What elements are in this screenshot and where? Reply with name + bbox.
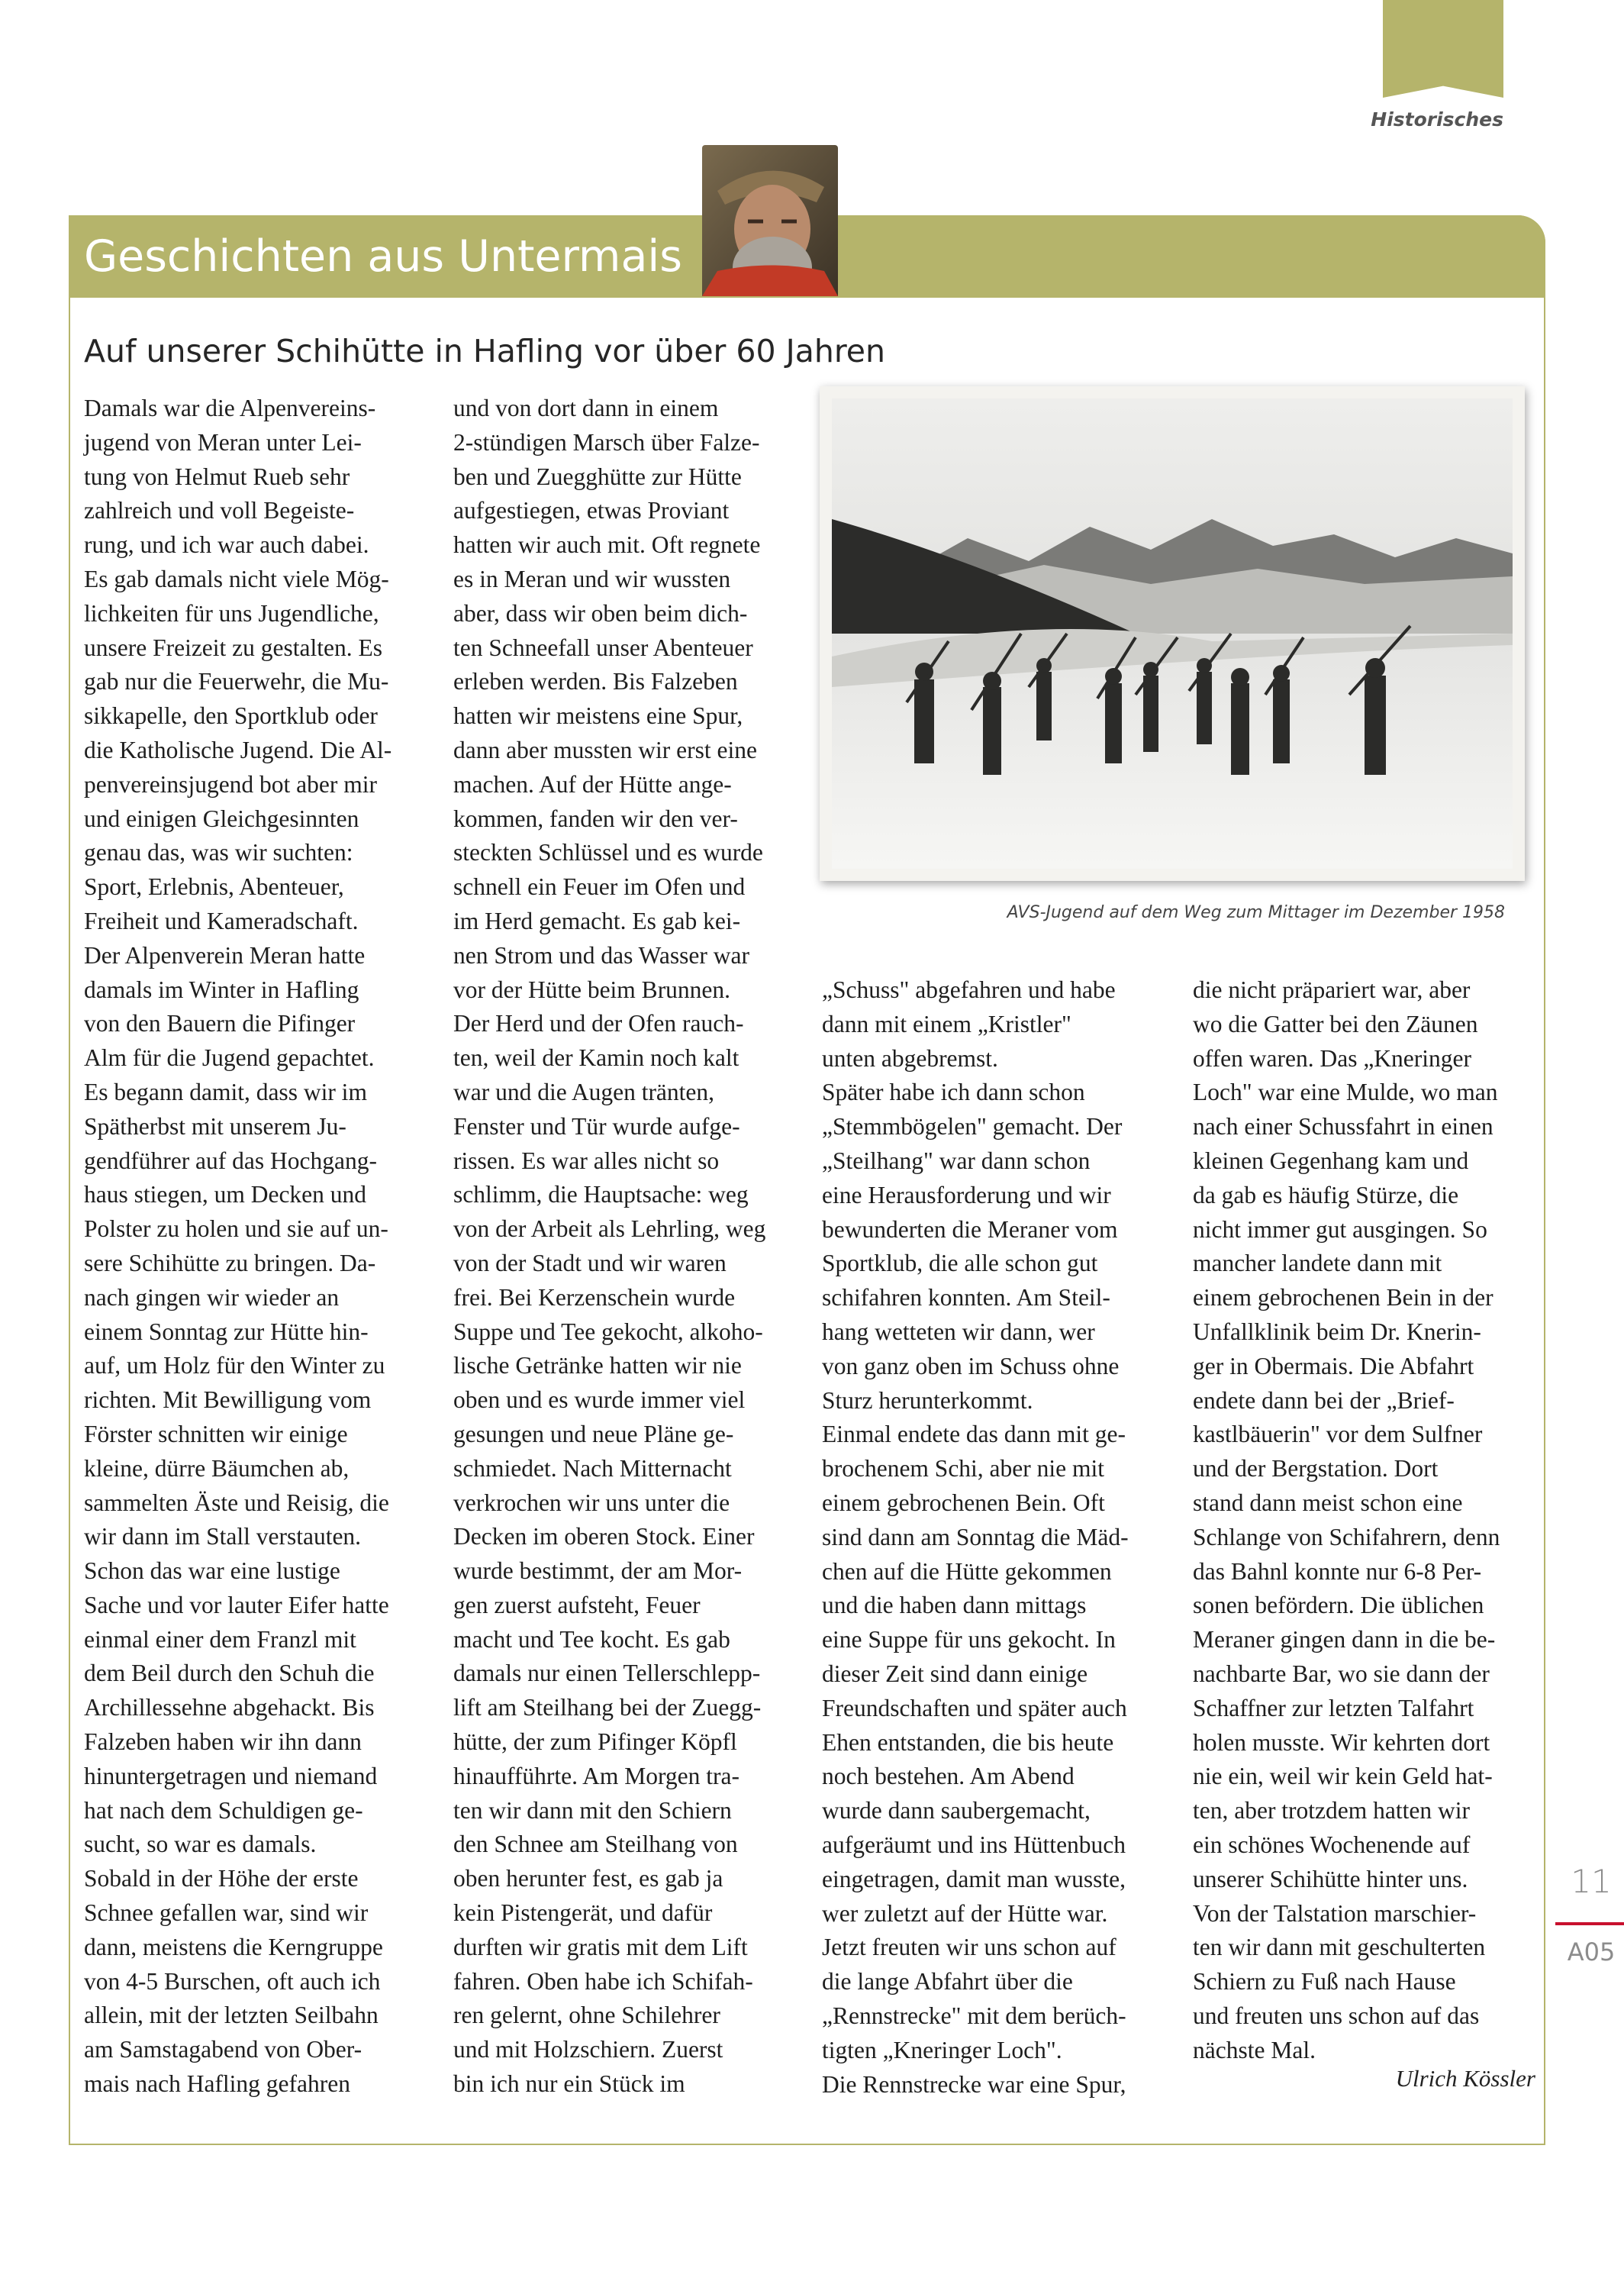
text-line: eine Herausforderung und wir (822, 1181, 1111, 1208)
text-line: am Samstagabend von Ober- (84, 2036, 362, 2063)
text-line: hatten wir auch mit. Oft regnete (453, 531, 761, 559)
text-line: und freuten uns schon auf das (1193, 2002, 1480, 2029)
text-line: Die Rennstrecke war eine Spur, (822, 2070, 1126, 2098)
text-line: sonen befördern. Die üblichen (1193, 1592, 1484, 1619)
text-line: schmiedet. Nach Mitternacht (453, 1454, 732, 1482)
text-line: zahlreich und voll Begeiste- (84, 497, 355, 524)
text-line: durften wir gratis mit dem Lift (453, 1933, 748, 1960)
text-line: aufgestiegen, etwas Proviant (453, 497, 730, 524)
text-line: kastlbäuerin" vor dem Sulfner (1193, 1421, 1483, 1448)
text-line: Der Alpenverein Meran hatte (84, 941, 366, 969)
text-line: Damals war die Alpenvereins- (84, 395, 376, 421)
text-line: Freiheit und Kameradschaft. (84, 907, 359, 934)
text-line: jugend von Meran unter Lei- (84, 428, 362, 456)
text-line: Ehen entstanden, die bis heute (822, 1728, 1114, 1756)
text-line: Einmal endete das dann mit ge- (822, 1421, 1126, 1448)
text-line: von der Arbeit als Lehrling, weg (453, 1215, 766, 1243)
text-line: damals im Winter in Hafling (84, 976, 359, 1003)
text-line: Sturz herunterkommt. (822, 1386, 1033, 1414)
text-line: rung, und ich war auch dabei. (84, 531, 369, 559)
text-line: schnell ein Feuer im Ofen und (453, 873, 746, 901)
text-line: „Schuss" abgefahren und habe (822, 976, 1116, 1003)
text-line: steckten Schlüssel und es wurde (453, 839, 763, 866)
text-line: endete dann bei der „Brief- (1193, 1386, 1455, 1414)
text-line: rissen. Es war alles nicht so (453, 1147, 720, 1174)
text-line: tigten „Kneringer Loch". (822, 2036, 1062, 2063)
text-line: „Stemmbögelen" gemacht. Der (822, 1113, 1123, 1140)
text-line: dieser Zeit sind dann einige (822, 1660, 1088, 1687)
author-portrait (702, 145, 838, 296)
text-line: wo die Gatter bei den Zäunen (1193, 1010, 1478, 1037)
text-line: Es gab damals nicht viele Mög- (84, 565, 389, 592)
text-line: nie ein, weil wir kein Geld hat- (1193, 1763, 1493, 1790)
text-line: „Rennstrecke" mit dem berüch- (822, 2002, 1126, 2029)
text-line: gen zuerst aufsteht, Feuer (453, 1591, 701, 1618)
text-line: bin ich nur ein Stück im (453, 2070, 685, 2098)
text-line: genau das, was wir suchten: (84, 839, 353, 866)
text-line: Sport, Erlebnis, Abenteuer, (84, 873, 344, 901)
text-line: war und die Augen tränten, (453, 1078, 715, 1105)
text-line: oben herunter fest, es gab ja (453, 1865, 723, 1892)
text-line: und einigen Gleichgesinnten (84, 805, 359, 832)
text-line: Förster schnitten wir einige (84, 1420, 348, 1447)
text-column-3 (822, 973, 1173, 2102)
text-line: noch bestehen. Am Abend (822, 1763, 1075, 1790)
text-line: haus stiegen, um Decken und (84, 1181, 367, 1208)
text-line: ein schönes Wochenende auf (1193, 1831, 1471, 1858)
text-line: da gab es häufig Stürze, die (1193, 1181, 1459, 1208)
text-line: eine Suppe für uns gekocht. In (822, 1626, 1116, 1653)
text-line: dann, meistens die Kerngruppe (84, 1933, 383, 1960)
text-line: stand dann meist schon eine (1193, 1489, 1463, 1516)
text-line: machen. Auf der Hütte ange- (453, 770, 732, 798)
text-line: wer zuletzt auf der Hütte war. (822, 1899, 1108, 1927)
text-line: allein, mit der letzten Seilbahn (84, 2002, 379, 2029)
text-line: nach gingen wir wieder an (84, 1283, 340, 1311)
text-line: von den Bauern die Pifinger (84, 1010, 356, 1037)
text-line: oben und es wurde immer viel (453, 1386, 746, 1414)
text-line: sikkapelle, den Sportklub oder (84, 702, 378, 730)
text-line: die Katholische Jugend. Die Al- (84, 736, 392, 763)
text-line: die lange Abfahrt über die (822, 1968, 1073, 1995)
text-line: nachbarte Bar, wo sie dann der (1193, 1660, 1490, 1687)
text-line: kein Pistengerät, und dafür (453, 1899, 713, 1927)
text-line: die nicht präpariert war, aber (1193, 976, 1471, 1003)
text-line: ten, weil der Kamin noch kalt (453, 1044, 740, 1072)
text-line: sind dann am Sonntag die Mäd- (822, 1523, 1129, 1550)
text-line: sammelten Äste und Reisig, die (84, 1489, 389, 1516)
text-line: 2-stündigen Marsch über Falze- (453, 428, 760, 456)
text-line: aufgeräumt und ins Hüttenbuch (822, 1831, 1126, 1858)
text-line: Decken im oberen Stock. Einer (453, 1523, 755, 1550)
text-line: wir dann im Stall verstauten. (84, 1523, 362, 1550)
text-line: Schon das war eine lustige (84, 1557, 340, 1585)
text-line: Unfallklinik beim Dr. Knerin- (1193, 1318, 1481, 1345)
text-line: dem Beil durch den Schuh die (84, 1660, 375, 1687)
text-line: im Herd gemacht. Es gab kei- (453, 907, 741, 934)
text-line: Suppe und Tee gekocht, alkoho- (453, 1318, 763, 1345)
text-line: und von dort dann in einem (453, 395, 719, 421)
text-line: Freundschaften und später auch (822, 1694, 1127, 1721)
text-column-4 (1193, 973, 1544, 2068)
text-line: und mit Holzschiern. Zuerst (453, 2036, 723, 2063)
text-line: erleben werden. Bis Falzeben (453, 668, 738, 695)
text-line: Polster zu holen und sie auf un- (84, 1215, 388, 1243)
text-line: mancher landete dann mit (1193, 1250, 1442, 1277)
text-line: tung von Helmut Rueb sehr (84, 463, 350, 490)
text-line: nach einer Schussfahrt in einen (1193, 1113, 1494, 1140)
text-line: schlimm, die Hauptsache: weg (453, 1181, 749, 1208)
text-line: Es begann damit, dass wir im (84, 1078, 367, 1105)
text-line: richten. Mit Bewilligung vom (84, 1386, 372, 1414)
section-tab (1383, 0, 1503, 98)
text-line: holen musste. Wir kehrten dort (1193, 1728, 1490, 1756)
text-line: Schiern zu Fuß nach Hause (1193, 1968, 1456, 1995)
text-line: Fenster und Tür wurde aufge- (453, 1112, 740, 1140)
text-line: gab nur die Feuerwehr, die Mu- (84, 668, 389, 695)
text-line: hang wetteten wir dann, wer (822, 1318, 1095, 1345)
text-line: nächste Mal. (1193, 2036, 1316, 2063)
text-line: es in Meran und wir wussten (453, 565, 731, 592)
text-line: Archillessehne abgehackt. Bis (84, 1694, 375, 1721)
text-line: Schlange von Schifahrern, denn (1193, 1523, 1500, 1550)
text-line: ten wir dann mit den Schiern (453, 1796, 732, 1824)
text-line: offen waren. Das „Kneringer (1193, 1044, 1472, 1072)
banner-title: Geschichten aus Untermais (84, 231, 682, 282)
text-line: ren gelernt, ohne Schilehrer (453, 2002, 720, 2029)
ski-group-photo (815, 382, 1529, 886)
page-code: A05 (1567, 1937, 1616, 1966)
author-signature: Ulrich Kössler (1395, 2065, 1535, 2092)
text-line: Meraner gingen dann in die be- (1193, 1626, 1496, 1653)
text-line: Sportklub, die alle schon gut (822, 1250, 1098, 1277)
text-line: hatten wir meistens eine Spur, (453, 702, 743, 730)
text-line: einem gebrochenen Bein in der (1193, 1284, 1494, 1311)
text-line: Loch" war eine Mulde, wo man (1193, 1079, 1498, 1106)
text-line: nen Strom und das Wasser war (453, 941, 749, 969)
article-headline: Auf unserer Schihütte in Hafling vor über 60 Jahren (84, 333, 886, 369)
text-line: Jetzt freuten wir uns schon auf (822, 1934, 1116, 1961)
text-line: sucht, so war es damals. (84, 1831, 317, 1858)
text-line: einmal einer dem Franzl mit (84, 1625, 356, 1653)
text-line: dann mit einem „Kristler" (822, 1010, 1071, 1037)
text-line: von ganz oben im Schuss ohne (822, 1352, 1120, 1379)
page-number: 11 (1571, 1863, 1612, 1900)
text-line: dann aber mussten wir erst eine (453, 736, 757, 763)
text-line: brochenem Schi, aber nie mit (822, 1455, 1105, 1482)
text-line: ten Schneefall unser Abenteuer (453, 634, 753, 661)
text-line: hinaufführte. Am Morgen tra- (453, 1762, 740, 1789)
text-line: ten wir dann mit geschulterten (1193, 1934, 1486, 1961)
page-divider (1555, 1922, 1624, 1925)
text-line: gendführer auf das Hochgang- (84, 1147, 377, 1174)
text-line: „Steilhang" war dann schon (822, 1147, 1091, 1174)
text-line: lichkeiten für uns Jugendliche, (84, 599, 379, 627)
text-column-2 (453, 392, 804, 2102)
text-line: gesungen und neue Pläne ge- (453, 1420, 734, 1447)
text-line: unten abgebremst. (822, 1044, 998, 1072)
text-line: eingetragen, damit man wusste, (822, 1865, 1126, 1892)
text-line: kommen, fanden wir den ver- (453, 805, 738, 832)
text-line: einem Sonntag zur Hütte hin- (84, 1318, 369, 1345)
text-line: von der Stadt und wir waren (453, 1249, 727, 1276)
text-line: ger in Obermais. Die Abfahrt (1193, 1352, 1474, 1379)
text-line: Falzeben haben wir ihn dann (84, 1728, 362, 1756)
text-line: aber, dass wir oben beim dich- (453, 599, 748, 627)
text-line: Später habe ich dann schon (822, 1079, 1085, 1106)
text-line: frei. Bei Kerzenschein wurde (453, 1283, 736, 1311)
text-line: sere Schihütte zu bringen. Da- (84, 1249, 376, 1276)
text-line: auf, um Holz für den Winter zu (84, 1352, 385, 1379)
text-line: Von der Talstation marschier- (1193, 1899, 1477, 1927)
text-column-1 (84, 392, 435, 2102)
text-line: hat nach dem Schuldigen ge- (84, 1796, 363, 1824)
text-line: ben und Zuegghütte zur Hütte (453, 463, 742, 490)
text-line: bewunderten die Meraner vom (822, 1215, 1118, 1243)
text-line: unserer Schihütte hinter uns. (1193, 1865, 1468, 1892)
text-line: schifahren konnten. Am Steil- (822, 1284, 1110, 1311)
text-line: lische Getränke hatten wir nie (453, 1352, 742, 1379)
text-line: chen auf die Hütte gekommen (822, 1557, 1112, 1585)
text-line: wurde bestimmt, der am Mor- (453, 1557, 743, 1585)
text-line: Spätherbst mit unserem Ju- (84, 1112, 346, 1140)
text-line: Schnee gefallen war, sind wir (84, 1899, 369, 1927)
text-line: damals nur einen Tellerschlepp- (453, 1660, 761, 1687)
text-line: und der Bergstation. Dort (1193, 1455, 1439, 1482)
text-line: nicht immer gut ausgingen. So (1193, 1215, 1487, 1243)
text-line: einem gebrochenen Bein. Oft (822, 1489, 1105, 1516)
text-line: von 4-5 Burschen, oft auch ich (84, 1967, 381, 1995)
text-line: Sobald in der Höhe der erste (84, 1865, 359, 1892)
text-line: penvereinsjugend bot aber mir (84, 770, 377, 798)
text-line: Alm für die Jugend gepachtet. (84, 1044, 375, 1072)
text-line: Der Herd und der Ofen rauch- (453, 1010, 744, 1037)
text-line: und die haben dann mittags (822, 1592, 1087, 1619)
text-line: kleine, dürre Bäumchen ab, (84, 1454, 350, 1482)
text-line: den Schnee am Steilhang von (453, 1831, 738, 1858)
text-line: kleinen Gegenhang kam und (1193, 1147, 1469, 1174)
text-line: das Bahnl konnte nur 6-8 Per- (1193, 1557, 1482, 1585)
text-line: unsere Freizeit zu gestalten. Es (84, 634, 382, 661)
text-line: verkrochen wir uns unter die (453, 1489, 730, 1516)
text-line: lift am Steilhang bei der Zuegg- (453, 1694, 762, 1721)
text-line: macht und Tee kocht. Es gab (453, 1625, 730, 1653)
photo-caption: AVS-Jugend auf dem Weg zum Mittager im Dezember 1958 (1007, 903, 1505, 922)
text-line: vor der Hütte beim Brunnen. (453, 976, 731, 1003)
section-label: Historisches (1371, 108, 1503, 131)
text-line: fahren. Oben habe ich Schifah- (453, 1967, 753, 1995)
text-line: hinuntergetragen und niemand (84, 1762, 378, 1789)
text-line: hütte, der zum Pifinger Köpfl (453, 1728, 737, 1756)
text-line: ten, aber trotzdem hatten wir (1193, 1797, 1470, 1824)
text-line: mais nach Hafling gefahren (84, 2070, 350, 2098)
text-line: Schaffner zur letzten Talfahrt (1193, 1694, 1474, 1721)
text-line: Sache und vor lauter Eifer hatte (84, 1591, 389, 1618)
text-line: wurde dann saubergemacht, (822, 1797, 1091, 1824)
